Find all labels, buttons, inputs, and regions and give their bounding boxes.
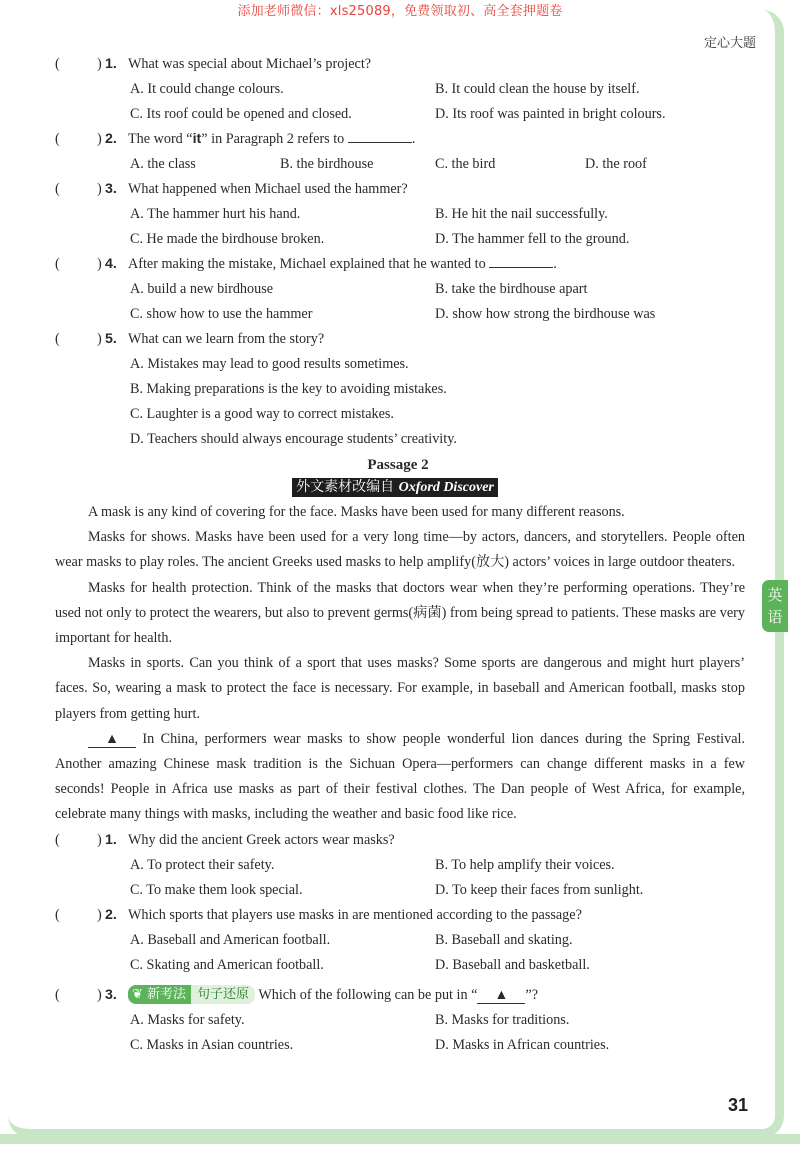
source-name: Oxford Discover xyxy=(398,480,494,495)
answer-paren-left[interactable]: ( xyxy=(55,181,60,197)
option-d[interactable]: D. Its roof was painted in bright colours. xyxy=(435,106,666,122)
option-b[interactable]: B. take the birdhouse apart xyxy=(435,281,588,297)
question-number: 1. xyxy=(105,831,117,848)
passage-paragraph xyxy=(55,727,745,828)
answer-paren-right: ) xyxy=(97,131,102,147)
question-row xyxy=(55,828,745,853)
stem-part: ”? xyxy=(525,986,539,1003)
source-line xyxy=(55,476,745,500)
option-row xyxy=(55,352,745,377)
answer-paren-left[interactable]: ( xyxy=(55,256,60,272)
side-tab-char-1: 英 xyxy=(767,586,783,604)
answer-paren-left[interactable]: ( xyxy=(55,56,60,72)
answer-paren-right: ) xyxy=(97,181,102,197)
stem-end: . xyxy=(411,131,416,147)
question-number: 2. xyxy=(105,906,117,923)
stem-keyword: it xyxy=(192,131,202,147)
option-c[interactable]: C. To make them look special. xyxy=(130,881,303,898)
stem-part: ” in Paragraph 2 refers to xyxy=(201,131,345,147)
option-a[interactable]: A. The hammer hurt his hand. xyxy=(130,206,301,222)
passage-paragraph: Masks in sports. Can you think of a sport that uses masks? Some sports are dangerous and might hurt players’ faces. So, wearing a mask to protect the face is necessary. For example, in baseball and American football, masks stop players from getting hurt. xyxy=(55,655,745,722)
option-row xyxy=(55,277,745,302)
option-c[interactable]: C. Its roof could be opened and closed. xyxy=(130,106,352,122)
answer-paren-right: ) xyxy=(97,56,102,72)
answer-paren-right: ) xyxy=(97,331,102,347)
question-stem: What happened when Michael used the hammer? xyxy=(128,181,408,197)
passage-paragraph: A mask is any kind of covering for the face. Masks have been used for many different reasons. xyxy=(88,504,625,520)
answer-blank[interactable] xyxy=(348,128,412,143)
option-a[interactable]: A. build a new birdhouse xyxy=(130,281,274,297)
option-d[interactable]: D. Baseball and basketball. xyxy=(435,956,590,973)
option-d[interactable]: D. Teachers should always encourage students’ creativity. xyxy=(130,431,457,447)
option-row xyxy=(55,402,745,427)
option-c[interactable]: C. the bird xyxy=(435,156,496,172)
option-row xyxy=(55,77,745,102)
stem-part: The word “ xyxy=(128,131,193,147)
option-c[interactable]: C. show how to use the hammer xyxy=(130,306,313,322)
option-c[interactable]: C. Laughter is a good way to correct mistakes. xyxy=(130,406,394,422)
option-row xyxy=(55,427,745,452)
option-row xyxy=(55,1008,745,1033)
option-d[interactable]: D. show how strong the birdhouse was xyxy=(435,306,656,322)
question-row xyxy=(55,177,745,202)
option-row xyxy=(55,152,745,177)
question-row xyxy=(55,252,745,277)
question-type-tag: 句子还原 xyxy=(191,985,255,1004)
sentence-blank[interactable]: ▲ xyxy=(88,731,136,748)
option-d[interactable]: D. the roof xyxy=(585,156,647,172)
option-d[interactable]: D. Masks in African countries. xyxy=(435,1036,610,1053)
question-stem: Which sports that players use masks in are mentioned according to the passage? xyxy=(128,906,582,923)
stem-part: Which of the following can be put in “ xyxy=(258,986,478,1003)
question-number: 5. xyxy=(105,331,117,347)
stem-end: . xyxy=(553,256,557,272)
section-header: 定心大题 xyxy=(703,36,756,51)
side-tab-char-2: 语 xyxy=(767,608,783,626)
question-row xyxy=(55,327,745,352)
question-stem: What can we learn from the story? xyxy=(128,331,325,347)
watermark-text: 添加老师微信：xls25089，免费领取初、高全套押题卷 xyxy=(237,4,563,19)
option-row xyxy=(55,102,745,127)
answer-paren-right: ) xyxy=(97,831,102,848)
page-frame-bottom xyxy=(0,1134,800,1144)
answer-paren-left[interactable]: ( xyxy=(55,131,60,147)
source-tag xyxy=(292,478,498,497)
option-c[interactable]: C. Skating and American football. xyxy=(130,956,324,973)
question-stem: What was special about Michael’s project? xyxy=(128,56,372,72)
option-d[interactable]: D. To keep their faces from sunlight. xyxy=(435,881,644,898)
answer-paren-right: ) xyxy=(97,256,102,272)
new-method-tag xyxy=(128,985,191,1004)
option-b[interactable]: B. He hit the nail successfully. xyxy=(435,206,608,222)
option-row xyxy=(55,853,745,878)
question-stem: Why did the ancient Greek actors wear masks? xyxy=(128,831,395,848)
option-row xyxy=(55,227,745,252)
answer-blank[interactable] xyxy=(489,253,553,268)
question-stem xyxy=(128,127,415,152)
sentence-blank-ref: ▲ xyxy=(477,987,525,1004)
source-prefix: 外文素材改编自 xyxy=(296,479,395,495)
question-number: 1. xyxy=(105,56,117,72)
page-content xyxy=(55,52,745,1058)
option-d[interactable]: D. The hammer fell to the ground. xyxy=(435,231,630,247)
question-row xyxy=(55,52,745,77)
option-b[interactable]: B. Masks for traditions. xyxy=(435,1011,570,1028)
question-number: 3. xyxy=(105,986,117,1003)
option-b[interactable]: B. Making preparations is the key to avoiding mistakes. xyxy=(130,381,447,397)
option-a[interactable]: A. Masks for safety. xyxy=(130,1011,245,1028)
option-c[interactable]: C. Masks in Asian countries. xyxy=(130,1036,294,1053)
question-number: 3. xyxy=(105,181,117,197)
passage-paragraph: Masks for shows. Masks have been used for a very long time—by actors, dancers, and storytellers. People often wear masks to play roles. The ancient Greeks used masks to help amplify(放大) actors’ voices in large outdoor theaters. xyxy=(55,529,745,571)
option-b[interactable]: B. It could clean the house by itself. xyxy=(435,81,640,97)
page-number: 31 xyxy=(727,1095,748,1115)
option-b[interactable]: B. To help amplify their voices. xyxy=(435,856,615,873)
option-row xyxy=(55,928,745,953)
question-number: 2. xyxy=(105,131,117,147)
answer-paren-left[interactable]: ( xyxy=(55,906,60,923)
passage-paragraph: Masks for health protection. Think of the masks that doctors wear when they’re performing operations. They’re used not only to protect the wearers, but also to prevent germs(病菌) from being spread to patients. These masks are very important for health. xyxy=(55,579,745,647)
stem-part: After making the mistake, Michael explained that he wanted to xyxy=(128,256,486,272)
option-row xyxy=(55,953,745,978)
new-method-label: 新考法 xyxy=(147,986,187,1002)
option-row xyxy=(55,202,745,227)
option-row xyxy=(55,377,745,402)
question-stem xyxy=(128,983,538,1008)
answer-paren-left[interactable]: ( xyxy=(55,986,60,1003)
answer-paren-left[interactable]: ( xyxy=(55,831,60,848)
answer-paren-right: ) xyxy=(97,986,102,1003)
option-a[interactable]: A. the class xyxy=(130,156,196,172)
question-row xyxy=(55,903,745,928)
option-a[interactable]: A. Mistakes may lead to good results sometimes. xyxy=(130,356,409,372)
paragraph-text: In China, performers wear masks to show people wonderful lion dances during the Spring Festival. Another amazing Chinese mask tradition is the Sichuan Opera—performers can change different masks in a few seconds! People in Africa use masks as part of their festival clothes. The Dan people of West Africa, for example, celebrate many things with masks, including the weather and basic food like rice. xyxy=(55,730,746,823)
leaf-icon: ❦ xyxy=(132,986,148,1002)
option-b[interactable]: B. the birdhouse xyxy=(280,156,374,172)
question-stem xyxy=(128,252,557,277)
option-row xyxy=(55,302,745,327)
option-row xyxy=(55,1033,745,1058)
option-c[interactable]: C. He made the birdhouse broken. xyxy=(130,231,325,247)
option-b[interactable]: B. Baseball and skating. xyxy=(435,931,573,948)
answer-paren-left[interactable]: ( xyxy=(55,331,60,347)
answer-paren-right: ) xyxy=(97,906,102,923)
subject-side-tab xyxy=(762,580,788,632)
question-row xyxy=(55,127,745,152)
question-row xyxy=(55,983,745,1008)
passage-title: Passage 2 xyxy=(367,457,429,473)
option-row xyxy=(55,878,745,903)
question-number: 4. xyxy=(105,256,117,272)
option-a[interactable]: A. It could change colours. xyxy=(130,81,284,97)
option-a[interactable]: A. Baseball and American football. xyxy=(130,931,331,948)
option-a[interactable]: A. To protect their safety. xyxy=(130,856,275,873)
